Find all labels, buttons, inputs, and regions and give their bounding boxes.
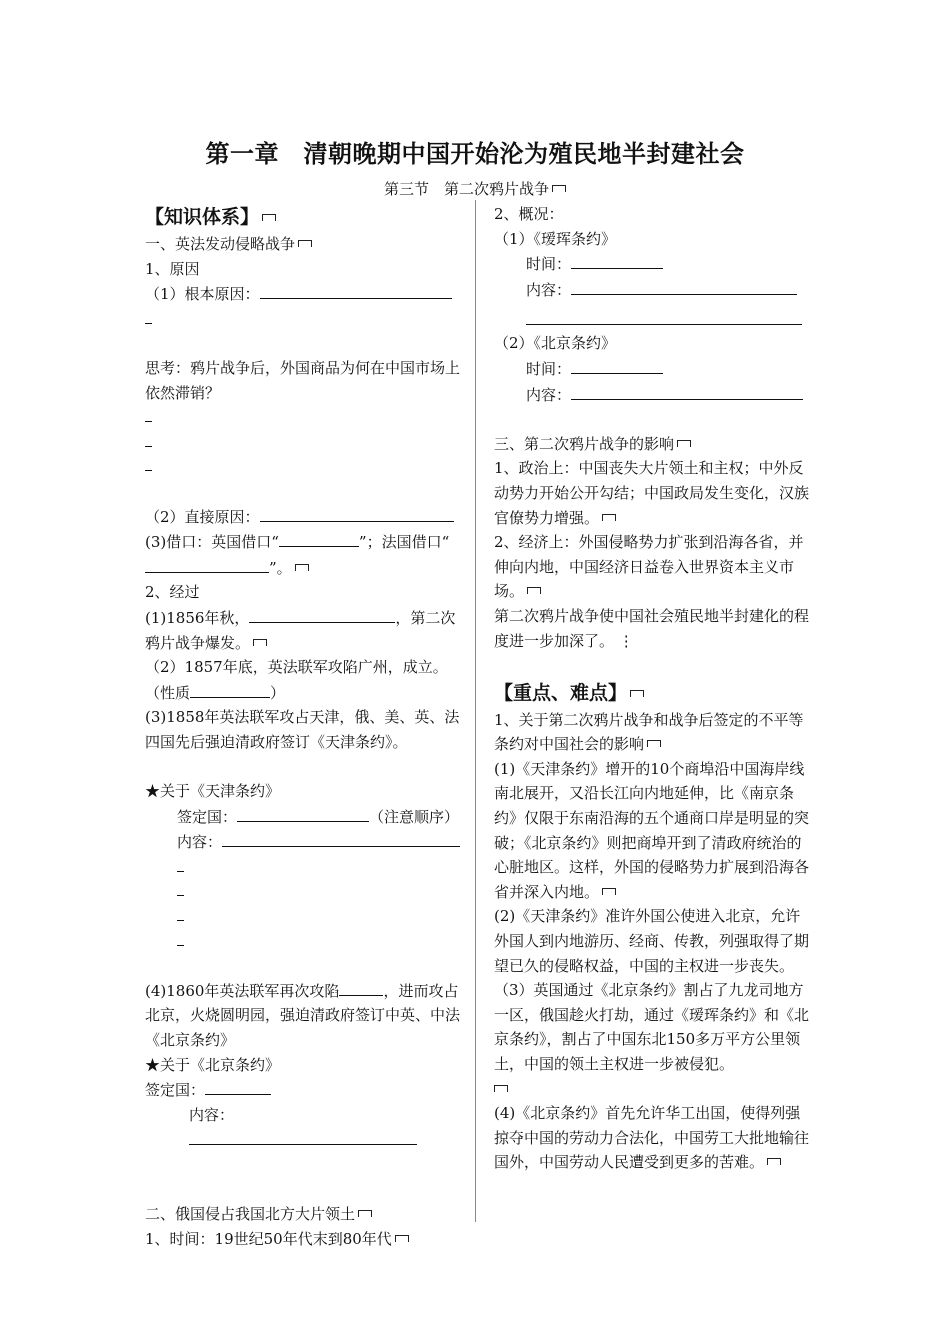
process-item-2 [145,655,461,705]
paragraph-mark-icon [630,690,644,697]
section-1-title [145,232,461,257]
process-heading: 2、经过 [145,583,200,602]
beijing-content-label: 内容： [189,1105,235,1124]
blank-line [145,904,461,929]
paragraph-mark-icon [262,214,276,221]
beijing-content-line-right [494,382,812,408]
section-subtitle-text: 第三节 第二次鸦片战争 [383,180,549,198]
paragraph-mark-icon [295,564,309,571]
beijing-time-blank [571,356,663,374]
aihui-content-line [494,277,812,303]
paragraph-mark-icon [253,639,267,646]
section-2-title-text: 二、俄国侵占我国北方大片领土 [145,1205,356,1224]
beijing-signatories-label: 签定国： [145,1081,206,1100]
process-item-1 [145,605,461,655]
process-item-4 [145,978,461,1053]
key-point-1-4 [494,1101,812,1175]
process-item-4-text-b: ，进而攻占北京，火烧圆明园，强迫清政府签订中英、中法《北京条约》 [145,981,461,1049]
process-item-1-blank [249,605,395,623]
direct-cause-label: （2）直接原因： [145,507,260,526]
tianjin-content-line [145,829,461,855]
key-point-1-2: (2)《天津条约》准许外国公使进入北京，允许外国人到内地游历、经商、传教，列强取得了期望已久的侵略权益，中国的主权进一步丧失。 [494,907,810,975]
section-subtitle [0,178,950,199]
tianjin-signatories-label: 签定国： [177,807,238,826]
beijing-content-blank [189,1127,417,1145]
knowledge-system-heading [145,202,461,232]
tianjin-content-label: 内容： [177,833,223,852]
aihui-time-line [494,251,812,277]
impact-economic-text: 2、经济上：外国侵略势力扩张到沿海各省，并伸向内地，中国经济日益卷入世界资本主义市场。 [494,533,804,601]
paragraph-mark-icon [395,1235,409,1242]
root-cause-label: （1）根本原因： [145,285,260,304]
section-2-time [145,1227,461,1252]
direct-cause-blank [260,504,454,522]
blank-line [145,855,461,880]
process-item-4-text-a: (4)1860年英法联军再次攻陷 [145,981,340,1000]
think-question: 思考：鸦片战争后，外国商品为何在中国市场上依然滞销？ [145,358,461,402]
key-point-1-1-text: (1)《天津条约》增开的10个商埠沿中国海岸线南北展开，又沿长江向内地延伸，比《南京条约》仅限于东南沿海的五个通商口岸是明显的突破；《北京条约》则把商埠开到了清政府统治的心脏地区。这样，外国的侵略势力扩展到沿海各省并深入内地。 [494,759,810,901]
beijing-treaty-russia-title: （2）《北京条约》 [494,334,617,353]
column-divider [475,200,476,1222]
paragraph-mark-icon [527,587,541,594]
left-column [145,202,461,1251]
beijing-content-label-right: 内容： [526,385,572,404]
beijing-signatories-line [145,1077,461,1103]
blank-line [145,879,461,904]
key-point-1-4-text: (4)《北京条约》首先允许华工出国，使得列强掠夺中国的劳动力合法化，中国劳工大批地输往国外，中国劳动人民遭受到更多的苦难。 [494,1104,810,1172]
aihui-content-line-2 [494,306,812,325]
direct-cause-line [145,504,461,530]
tianjin-content-blank [222,829,460,847]
beijing-time-line [494,356,812,382]
beijing-content-line [145,1103,461,1153]
pretext-text-b: ”；法国借口“ [358,533,450,552]
britain-pretext-blank [279,529,359,547]
impact-summary-text: 第二次鸦片战争使中国社会殖民地半封建化的程度进一步加深了。 [494,606,810,650]
process-item-1-text-b: ，第二次鸦片战争爆发。 [145,608,456,652]
paragraph-mark-icon [602,514,616,521]
root-cause-blank [260,281,452,299]
key-point-1-3-text: （3）英国通过《北京条约》割占了九龙司地方一区，俄国趁火打劫，通过《瑷珲条约》和《北京条约》，割占了中国东北150多万平方公里领土，中国的领土主权进一步被侵犯。 [494,981,810,1073]
france-pretext-blank [145,555,269,573]
blank-line [145,929,461,954]
right-column [494,202,812,1175]
chapter-title: 第一章 清朝晚期中国开始沦为殖民地半封建社会 [205,140,745,168]
process-item-3: (3)1858年英法联军攻占天津，俄、美、英、法四国先后强迫清政府签订《天津条约》。 [145,708,460,751]
beijing-content-blank-right [571,382,803,400]
cause-heading: 1、原因 [145,259,200,278]
pretext-line [145,529,461,580]
key-point-1 [494,708,812,757]
process-item-2-text-b: ） [270,683,286,702]
section-2-time-text: 1、时间：19世纪50年代末到80年代 [145,1229,392,1248]
process-item-1-text-a: (1)1856年秋， [145,608,250,627]
paragraph-mark-icon [358,1210,372,1217]
paragraph-mark-icon [552,185,566,192]
beijing-treaty-title: ★关于《北京条约》 [145,1055,281,1074]
impact-summary-mark: ⋮ [618,631,634,650]
impact-political-text: 1、政治上：中国丧失大片领土和主权；中外反动势力开始公开勾结；中国政局发生变化，汉族官僚势力增强。 [494,459,810,527]
aihui-time-label: 时间： [526,255,572,274]
section-2-title [145,1202,461,1227]
impact-summary [494,604,812,653]
process-item-4-blank [339,978,383,996]
overview-heading: 2、概况： [494,205,564,223]
section-3-title-text: 三、第二次鸦片战争的影响 [494,434,675,453]
aihui-content-blank-2 [526,306,802,325]
beijing-time-label: 时间： [526,359,572,378]
beijing-signatories-blank [205,1077,271,1095]
impact-political [494,456,812,530]
tianjin-signatories-blank [237,804,369,822]
key-point-1-text: 1、关于第二次鸦片战争和战争后签定的不平等条约对中国社会的影响 [494,710,804,754]
key-point-1-1 [494,757,812,905]
blank-line [145,430,461,455]
paragraph-mark-icon [677,440,691,447]
aihui-time-blank [571,251,663,269]
tianjin-treaty-title: ★关于《天津条约》 [145,782,281,801]
aihui-content-label: 内容： [526,280,572,299]
paragraph-mark-icon [298,240,312,247]
paragraph-mark-icon [602,888,616,895]
knowledge-system-heading-text: 【知识体系】 [145,206,260,228]
aihui-content-blank [571,277,797,295]
key-points-heading-text: 【重点、难点】 [494,681,628,704]
key-points-heading [494,678,812,708]
root-cause-line [145,281,461,307]
pretext-text-c: ”。 [269,558,292,577]
aihui-treaty-title: （1）《瑷珲条约》 [494,229,617,248]
paragraph-mark-icon [767,1158,781,1165]
section-1-title-text: 一、英法发动侵略战争 [145,235,296,253]
process-item-2-text-a: （2）1857年底，英法联军攻陷广州，成立。（性质 [145,658,448,702]
key-point-1-3 [494,978,812,1101]
section-3-title [494,432,812,457]
paragraph-mark-icon [647,740,661,747]
blank-line [145,307,461,332]
blank-line [145,454,461,479]
impact-economic [494,530,812,604]
tianjin-signatories-line [145,804,461,830]
paragraph-mark-icon [494,1085,508,1092]
process-item-2-blank [190,680,270,698]
tianjin-signatories-note: （注意顺序） [369,807,460,826]
pretext-text-a: (3)借口：英国借口“ [145,533,279,552]
blank-line [145,405,461,430]
